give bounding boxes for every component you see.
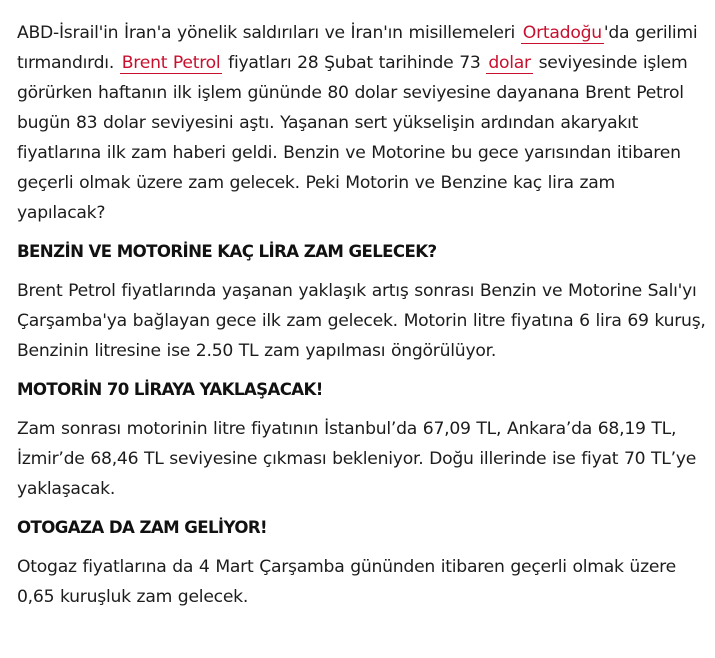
diesel-price-paragraph: Zam sonrası motorinin litre fiyatının İstanbul’da 67,09 TL, Ankara’da 68,19 TL, İzmir’de 68,46 TL seviyesine çıkması bekleniyor. Doğu illerinde ise fiyat 70 TL’ye yaklaşacak.	[17, 419, 697, 499]
intro-text-1: ABD-İsrail'in İran'a yönelik saldırıları ve İran'ın misillemeleri	[17, 23, 521, 43]
link-brent-petrol[interactable]: Brent Petrol	[121, 53, 221, 73]
link-dolar[interactable]: dolar	[488, 53, 531, 73]
intro-text-2: 'da gerilimi tırmandırdı.	[17, 23, 698, 73]
fuel-hike-paragraph: Brent Petrol fiyatlarında yaşanan yaklaşık artış sonrası Benzin ve Motorine Salı'yı Çarşamba'ya bağlayan gece ilk zam gelecek. Motorin litre fiyatına 6 lira 69 kuruş, Benzinin litresine ise 2.50 TL zam yapılması öngörülüyor.	[17, 281, 706, 361]
section-heading-diesel-70: MOTORİN 70 LİRAYA YAKLAŞACAK!	[17, 380, 323, 399]
intro-text-3: fiyatları 28 Şubat tarihinde 73	[222, 53, 487, 73]
section-heading-autogas: OTOGAZA DA ZAM GELİYOR!	[17, 518, 267, 537]
intro-paragraph	[17, 18, 709, 228]
section-heading-fuel-hike: BENZİN VE MOTORİNE KAÇ LİRA ZAM GELECEK?	[17, 242, 437, 261]
link-ortadogu[interactable]: Ortadoğu	[522, 23, 602, 43]
article-body	[17, 18, 709, 612]
autogas-paragraph: Otogaz fiyatlarına da 4 Mart Çarşamba gününden itibaren geçerli olmak üzere 0,65 kuruşluk zam gelecek.	[17, 557, 676, 607]
intro-text-4: seviyesinde işlem görürken haftanın ilk işlem gününde 80 dolar seviyesine dayanana Brent Petrol bugün 83 dolar seviyesini aştı. Yaşanan sert yükselişin ardından akaryakıt fiyatlarına ilk zam haberi geldi. Benzin ve Motorine bu gece yarısından itibaren geçerli olmak üzere zam gelecek. Peki Motorin ve Benzine kaç lira zam yapılacak?	[17, 53, 688, 223]
